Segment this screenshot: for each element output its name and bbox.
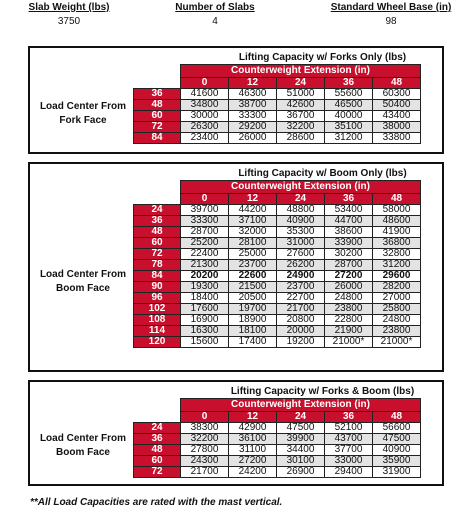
capacity-cell: 21000*: [325, 337, 373, 348]
row-header: 60: [134, 456, 181, 467]
capacity-cell: 25800: [373, 304, 421, 315]
capacity-cell: 23700: [229, 260, 277, 271]
capacity-cell: 30100: [277, 456, 325, 467]
capacity-cell: 56600: [373, 423, 421, 434]
capacity-cell: 40000: [325, 111, 373, 122]
row-header: 36: [134, 216, 181, 227]
corner-cell: [134, 65, 181, 78]
table-row: [134, 315, 421, 326]
capacity-cell: 39900: [277, 434, 325, 445]
table-row: [134, 467, 421, 478]
capacity-cell: 41900: [373, 227, 421, 238]
capacity-cell: 32200: [181, 434, 229, 445]
capacity-cell: 22700: [277, 293, 325, 304]
capacity-cell: 41600: [181, 89, 229, 100]
table-row: [134, 122, 421, 133]
row-header: 84: [134, 133, 181, 144]
capacity-cell: 16900: [181, 315, 229, 326]
capacity-table: [133, 180, 421, 348]
table-row: [134, 227, 421, 238]
capacity-cell: 24200: [229, 467, 277, 478]
row-header: 36: [134, 89, 181, 100]
capacity-cell: 36100: [229, 434, 277, 445]
boom-only-panel: [28, 162, 444, 372]
capacity-cell: 20800: [277, 315, 325, 326]
capacity-cell: 36800: [373, 238, 421, 249]
capacity-cell: 17600: [181, 304, 229, 315]
capacity-cell: 55600: [325, 89, 373, 100]
capacity-cell: 35900: [373, 456, 421, 467]
capacity-cell: 20200: [181, 271, 229, 282]
row-header: 72: [134, 249, 181, 260]
capacity-cell: 32800: [373, 249, 421, 260]
capacity-cell: 27200: [229, 456, 277, 467]
capacity-cell: 35300: [277, 227, 325, 238]
corner-cell: [134, 194, 181, 205]
column-header: 48: [373, 412, 421, 423]
spec-header: [0, 2, 474, 34]
capacity-cell: 31200: [325, 133, 373, 144]
slab-weight-value: 3750: [57, 16, 81, 27]
table-row: [134, 423, 421, 434]
extension-header-row: [134, 399, 421, 412]
capacity-cell: 23800: [373, 326, 421, 337]
extension-header-row: [134, 65, 421, 78]
capacity-cell: 52100: [325, 423, 373, 434]
table-row: [134, 282, 421, 293]
capacity-cell: 42600: [277, 100, 325, 111]
column-header-row: [134, 78, 421, 89]
load-center-line-1: Load Center From: [39, 269, 127, 280]
capacity-cell: 37100: [229, 216, 277, 227]
capacity-cell: 39700: [181, 205, 229, 216]
capacity-cell: 27000: [373, 293, 421, 304]
capacity-cell: 21000*: [373, 337, 421, 348]
capacity-cell: 44700: [325, 216, 373, 227]
column-header-row: [134, 194, 421, 205]
capacity-cell: 37700: [325, 445, 373, 456]
capacity-cell: 36700: [277, 111, 325, 122]
capacity-cell: 19300: [181, 282, 229, 293]
row-header: 108: [134, 315, 181, 326]
extension-header-row: [134, 181, 421, 194]
column-header: 12: [229, 194, 277, 205]
column-header: 36: [325, 78, 373, 89]
capacity-cell: 30000: [181, 111, 229, 122]
row-header: 48: [134, 445, 181, 456]
capacity-cell: 28200: [373, 282, 421, 293]
table-row: [134, 205, 421, 216]
capacity-cell: 31000: [277, 238, 325, 249]
corner-cell: [134, 399, 181, 412]
forks-and-boom-panel: [28, 380, 444, 486]
capacity-cell: 25000: [229, 249, 277, 260]
capacity-cell: 20500: [229, 293, 277, 304]
capacity-cell: 23700: [277, 282, 325, 293]
capacity-cell: 32200: [277, 122, 325, 133]
corner-cell: [134, 181, 181, 194]
capacity-cell: 43400: [373, 111, 421, 122]
row-header: 96: [134, 293, 181, 304]
column-header: 24: [277, 412, 325, 423]
capacity-cell: 38700: [229, 100, 277, 111]
capacity-cell: 38600: [325, 227, 373, 238]
table-row: [134, 456, 421, 467]
row-header: 60: [134, 111, 181, 122]
corner-cell: [134, 412, 181, 423]
table-row: [134, 271, 421, 282]
capacity-table: [133, 64, 421, 144]
panel-title: Lifting Capacity w/ Forks & Boom (lbs): [230, 386, 415, 397]
column-header: 0: [181, 412, 229, 423]
capacity-cell: 28700: [181, 227, 229, 238]
column-header: 0: [181, 78, 229, 89]
capacity-cell: 42900: [229, 423, 277, 434]
row-header: 84: [134, 271, 181, 282]
capacity-cell: 24800: [373, 315, 421, 326]
capacity-cell: 30200: [325, 249, 373, 260]
capacity-cell: 38300: [181, 423, 229, 434]
slab-weight-group: [14, 2, 124, 27]
capacity-cell: 29200: [229, 122, 277, 133]
capacity-cell: 53400: [325, 205, 373, 216]
extension-header: Counterweight Extension (in): [181, 65, 421, 78]
row-header: 24: [134, 205, 181, 216]
table-row: [134, 293, 421, 304]
table-row: [134, 100, 421, 111]
capacity-cell: 19200: [277, 337, 325, 348]
table-row: [134, 434, 421, 445]
row-header: 90: [134, 282, 181, 293]
capacity-cell: 31100: [229, 445, 277, 456]
capacity-cell: 60300: [373, 89, 421, 100]
slab-weight-label: Slab Weight (lbs): [28, 2, 110, 13]
capacity-cell: 32000: [229, 227, 277, 238]
capacity-cell: 21700: [181, 467, 229, 478]
wheelbase-value: 98: [385, 16, 397, 27]
column-header-row: [134, 412, 421, 423]
capacity-cell: 47500: [373, 434, 421, 445]
capacity-cell: 33900: [325, 238, 373, 249]
capacity-cell: 28700: [325, 260, 373, 271]
row-header: 78: [134, 260, 181, 271]
extension-header: Counterweight Extension (in): [181, 181, 421, 194]
table-row: [134, 89, 421, 100]
row-header: 48: [134, 100, 181, 111]
slab-count-value: 4: [212, 16, 218, 27]
capacity-cell: 44200: [229, 205, 277, 216]
capacity-cell: 46300: [229, 89, 277, 100]
row-header: 114: [134, 326, 181, 337]
row-header: 36: [134, 434, 181, 445]
capacity-cell: 25200: [181, 238, 229, 249]
capacity-cell: 43700: [325, 434, 373, 445]
capacity-cell: 21500: [229, 282, 277, 293]
row-header: 72: [134, 122, 181, 133]
capacity-cell: 26000: [325, 282, 373, 293]
row-header: 24: [134, 423, 181, 434]
load-center-line-1: Load Center From: [39, 433, 127, 444]
wheelbase-label: Standard Wheel Base (in): [330, 2, 452, 13]
column-header: 24: [277, 194, 325, 205]
table-row: [134, 249, 421, 260]
capacity-cell: 29600: [373, 271, 421, 282]
footnote: **All Load Capacities are rated with the mast vertical.: [30, 497, 283, 508]
capacity-cell: 24800: [325, 293, 373, 304]
column-header: 0: [181, 194, 229, 205]
capacity-cell: 58000: [373, 205, 421, 216]
capacity-cell: 18400: [181, 293, 229, 304]
capacity-cell: 33800: [373, 133, 421, 144]
table-row: [134, 111, 421, 122]
capacity-cell: 27800: [181, 445, 229, 456]
column-header: 48: [373, 194, 421, 205]
table-row: [134, 216, 421, 227]
capacity-cell: 31200: [373, 260, 421, 271]
capacity-cell: 33300: [181, 216, 229, 227]
capacity-cell: 26300: [181, 122, 229, 133]
capacity-cell: 16300: [181, 326, 229, 337]
capacity-cell: 31900: [373, 467, 421, 478]
capacity-cell: 26000: [229, 133, 277, 144]
capacity-cell: 22800: [325, 315, 373, 326]
column-header: 48: [373, 78, 421, 89]
capacity-cell: 46500: [325, 100, 373, 111]
capacity-cell: 27600: [277, 249, 325, 260]
capacity-cell: 24900: [277, 271, 325, 282]
capacity-cell: 18900: [229, 315, 277, 326]
column-header: 12: [229, 78, 277, 89]
capacity-cell: 20000: [277, 326, 325, 337]
table-row: [134, 260, 421, 271]
capacity-cell: 47500: [277, 423, 325, 434]
capacity-cell: 23400: [181, 133, 229, 144]
corner-cell: [134, 78, 181, 89]
table-row: [134, 238, 421, 249]
capacity-cell: 50400: [373, 100, 421, 111]
slab-count-group: [160, 2, 270, 27]
row-header: 60: [134, 238, 181, 249]
table-row: [134, 133, 421, 144]
capacity-cell: 15600: [181, 337, 229, 348]
capacity-cell: 33300: [229, 111, 277, 122]
column-header: 36: [325, 412, 373, 423]
column-header: 36: [325, 194, 373, 205]
capacity-cell: 21300: [181, 260, 229, 271]
capacity-table: [133, 398, 421, 478]
capacity-cell: 22600: [229, 271, 277, 282]
capacity-cell: 48800: [277, 205, 325, 216]
capacity-cell: 19700: [229, 304, 277, 315]
row-header: 102: [134, 304, 181, 315]
table-row: [134, 326, 421, 337]
capacity-cell: 40900: [373, 445, 421, 456]
capacity-cell: 48600: [373, 216, 421, 227]
capacity-cell: 38000: [373, 122, 421, 133]
capacity-cell: 34400: [277, 445, 325, 456]
capacity-cell: 35100: [325, 122, 373, 133]
column-header: 12: [229, 412, 277, 423]
row-header: 120: [134, 337, 181, 348]
load-center-line-1: Load Center From: [39, 101, 127, 112]
capacity-cell: 34800: [181, 100, 229, 111]
capacity-cell: 23800: [325, 304, 373, 315]
capacity-cell: 24300: [181, 456, 229, 467]
load-center-line-2: Boom Face: [56, 283, 110, 294]
capacity-cell: 26200: [277, 260, 325, 271]
capacity-cell: 51000: [277, 89, 325, 100]
panel-title: Lifting Capacity w/ Boom Only (lbs): [238, 168, 407, 179]
table-row: [134, 445, 421, 456]
load-center-line-2: Boom Face: [56, 447, 110, 458]
capacity-cell: 28100: [229, 238, 277, 249]
capacity-cell: 27200: [325, 271, 373, 282]
capacity-cell: 21900: [325, 326, 373, 337]
column-header: 24: [277, 78, 325, 89]
forks-only-panel: [28, 46, 444, 154]
load-center-label: [34, 268, 132, 296]
load-center-label: [34, 100, 132, 128]
table-row: [134, 304, 421, 315]
table-row: [134, 337, 421, 348]
capacity-cell: 22400: [181, 249, 229, 260]
extension-header: Counterweight Extension (in): [181, 399, 421, 412]
capacity-cell: 17400: [229, 337, 277, 348]
row-header: 72: [134, 467, 181, 478]
load-center-label: [34, 432, 132, 460]
capacity-cell: 18100: [229, 326, 277, 337]
panel-title: Lifting Capacity w/ Forks Only (lbs): [238, 52, 407, 63]
capacity-cell: 26900: [277, 467, 325, 478]
wheelbase-group: [318, 2, 464, 27]
capacity-cell: 28600: [277, 133, 325, 144]
slab-count-label: Number of Slabs: [175, 2, 255, 13]
row-header: 48: [134, 227, 181, 238]
capacity-cell: 40900: [277, 216, 325, 227]
capacity-cell: 29400: [325, 467, 373, 478]
capacity-cell: 21700: [277, 304, 325, 315]
load-center-line-2: Fork Face: [59, 115, 107, 126]
capacity-cell: 33000: [325, 456, 373, 467]
